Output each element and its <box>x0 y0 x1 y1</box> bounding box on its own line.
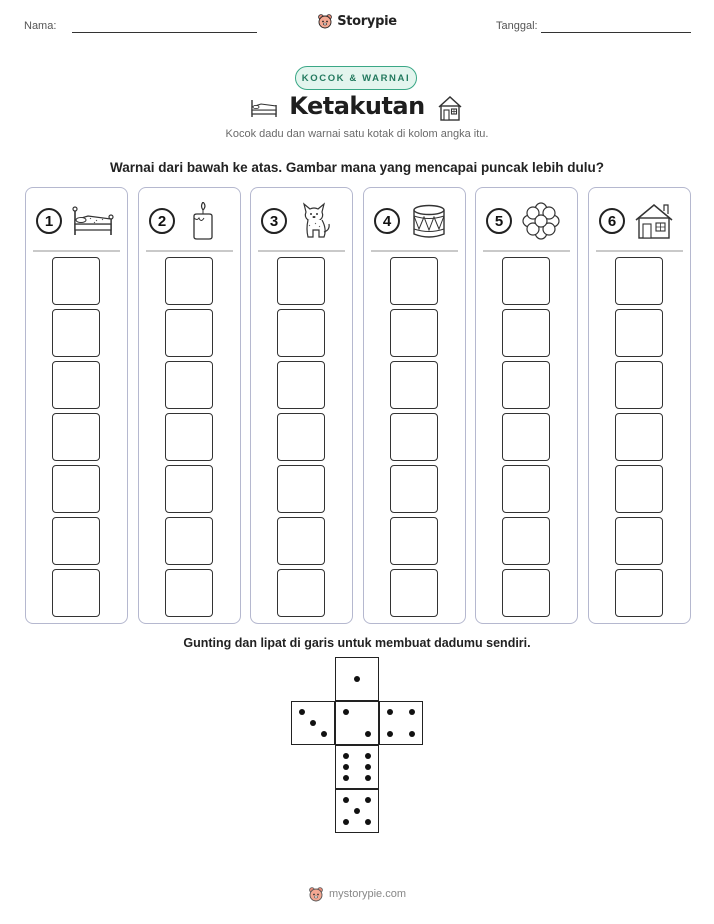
die-pip <box>409 731 415 737</box>
name-label: Nama: <box>24 20 57 32</box>
column-divider <box>483 250 570 252</box>
column-divider <box>146 250 233 252</box>
brand-name: Storypie <box>337 13 397 29</box>
die-pip <box>365 764 371 770</box>
house-icon <box>436 94 464 122</box>
footer <box>0 886 714 902</box>
column-number: 3 <box>261 208 287 234</box>
color-box[interactable] <box>390 257 438 305</box>
column-2 <box>138 187 241 624</box>
color-box[interactable] <box>615 257 663 305</box>
drum-icon <box>408 202 454 240</box>
die-pip <box>310 720 316 726</box>
color-box[interactable] <box>502 465 550 513</box>
column-divider <box>258 250 345 252</box>
footer-url[interactable]: mystorypie.com <box>328 888 407 900</box>
die-face-4 <box>379 701 423 745</box>
bed-icon <box>70 202 116 240</box>
color-box[interactable] <box>277 361 325 409</box>
color-box[interactable] <box>52 361 100 409</box>
color-box[interactable] <box>165 257 213 305</box>
storypie-mascot-icon <box>317 13 333 29</box>
date-label: Tanggal: <box>496 20 538 32</box>
color-box[interactable] <box>615 465 663 513</box>
subtitle: Kocok dadu dan warnai satu kotak di kolom angka itu. <box>225 128 489 140</box>
color-box[interactable] <box>165 465 213 513</box>
column-number: 5 <box>486 208 512 234</box>
flower-icon <box>520 202 566 240</box>
die-pip <box>321 731 327 737</box>
die-pip <box>354 676 360 682</box>
color-box[interactable] <box>165 517 213 565</box>
color-box[interactable] <box>615 517 663 565</box>
color-box[interactable] <box>52 569 100 617</box>
die-pip <box>343 775 349 781</box>
title-row <box>0 92 714 126</box>
die-face-3 <box>291 701 335 745</box>
color-box[interactable] <box>165 413 213 461</box>
color-box[interactable] <box>615 309 663 357</box>
color-box[interactable] <box>277 517 325 565</box>
name-line[interactable] <box>72 32 257 33</box>
column-divider <box>33 250 120 252</box>
color-box[interactable] <box>165 361 213 409</box>
column-number: 4 <box>374 208 400 234</box>
die-pip <box>365 775 371 781</box>
color-box[interactable] <box>502 569 550 617</box>
color-box[interactable] <box>502 257 550 305</box>
date-line[interactable] <box>541 32 691 33</box>
color-box[interactable] <box>165 569 213 617</box>
dog-icon <box>295 202 341 240</box>
color-box[interactable] <box>390 361 438 409</box>
color-box[interactable] <box>615 413 663 461</box>
die-pip <box>365 819 371 825</box>
die-pip <box>409 709 415 715</box>
die-pip <box>365 753 371 759</box>
column-number: 1 <box>36 208 62 234</box>
color-box[interactable] <box>277 257 325 305</box>
die-pip <box>299 709 305 715</box>
die-pip <box>343 753 349 759</box>
candle-icon <box>183 202 229 240</box>
color-box[interactable] <box>502 309 550 357</box>
color-box[interactable] <box>390 465 438 513</box>
die-pip <box>354 808 360 814</box>
die-pip <box>343 819 349 825</box>
column-5 <box>475 187 578 624</box>
column-1 <box>25 187 128 624</box>
die-pip <box>343 709 349 715</box>
die-pip <box>343 764 349 770</box>
color-box[interactable] <box>390 413 438 461</box>
color-box[interactable] <box>52 465 100 513</box>
die-face-1 <box>335 657 379 701</box>
die-pip <box>365 731 371 737</box>
color-box[interactable] <box>277 309 325 357</box>
column-number: 2 <box>149 208 175 234</box>
color-box[interactable] <box>52 413 100 461</box>
color-box[interactable] <box>502 517 550 565</box>
color-box[interactable] <box>390 309 438 357</box>
color-box[interactable] <box>277 569 325 617</box>
die-pip <box>387 731 393 737</box>
color-box[interactable] <box>502 361 550 409</box>
color-box[interactable] <box>277 465 325 513</box>
cut-instruction: Gunting dan lipat di garis untuk membuat dadumu sendiri. <box>183 636 531 650</box>
page-title: Ketakutan <box>289 92 425 120</box>
die-pip <box>343 797 349 803</box>
color-box[interactable] <box>165 309 213 357</box>
brand-logo <box>0 13 714 29</box>
die-pip <box>387 709 393 715</box>
house-icon <box>633 202 679 240</box>
color-box[interactable] <box>615 361 663 409</box>
color-box[interactable] <box>615 569 663 617</box>
die-face-2 <box>335 701 379 745</box>
storypie-mascot-icon <box>308 886 324 902</box>
die-pip <box>365 797 371 803</box>
color-box[interactable] <box>390 517 438 565</box>
die-face-6 <box>335 745 379 789</box>
color-box[interactable] <box>502 413 550 461</box>
activity-badge: KOCOK & WARNAI <box>295 66 417 90</box>
color-box[interactable] <box>52 309 100 357</box>
color-box[interactable] <box>390 569 438 617</box>
color-box[interactable] <box>277 413 325 461</box>
column-3 <box>250 187 353 624</box>
column-divider <box>371 250 458 252</box>
coloring-instruction: Warnai dari bawah ke atas. Gambar mana yang mencapai puncak lebih dulu? <box>110 160 604 175</box>
die-face-5 <box>335 789 379 833</box>
color-box[interactable] <box>52 517 100 565</box>
column-6 <box>588 187 691 624</box>
color-box[interactable] <box>52 257 100 305</box>
column-number: 6 <box>599 208 625 234</box>
column-divider <box>596 250 683 252</box>
column-4 <box>363 187 466 624</box>
